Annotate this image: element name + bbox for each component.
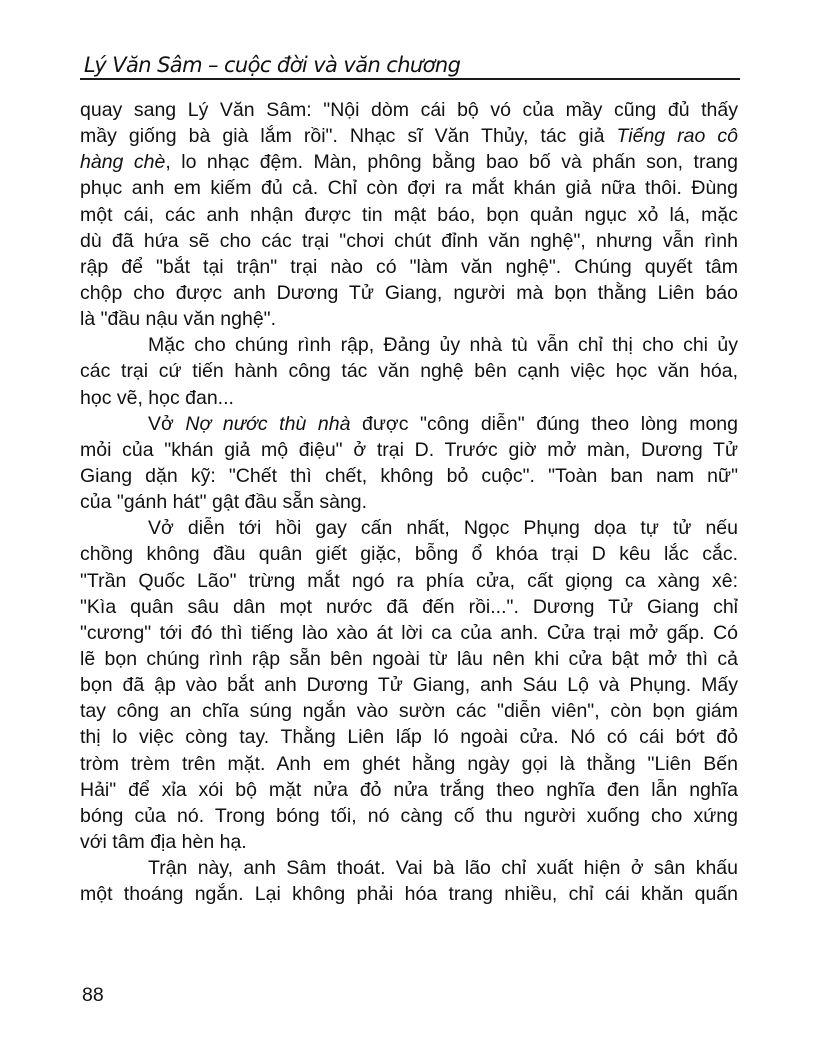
text-line xyxy=(80,228,738,254)
text-segment: bóng của nó. Trong bóng tối, nó càng cố thu người xuống cho xứng xyxy=(80,804,738,827)
text-line xyxy=(80,280,738,306)
text-line xyxy=(80,123,738,149)
paragraph-first-line xyxy=(80,332,738,358)
text-segment: lẽ bọn chúng rình rập sẵn bên ngoài từ lâu nên khi cửa bật mở thì cả xyxy=(80,647,738,670)
text-line xyxy=(80,358,738,384)
text-line xyxy=(80,646,738,672)
text-segment: rập để "bắt tại trận" trại nào có "làm văn nghệ". Chúng quyết tâm xyxy=(80,255,738,278)
text-segment: dù đã hứa sẽ cho các trại "chơi chút đỉnh văn nghệ", nhưng vẫn rình xyxy=(80,229,738,252)
text-segment: Trận này, anh Sâm thoát. Vai bà lão chỉ xuất hiện ở sân khấu xyxy=(148,857,738,880)
text-segment: Vở diễn tới hồi gay cấn nhất, Ngọc Phụng dọa tự tử nếu xyxy=(148,517,738,540)
page-number: 88 xyxy=(82,984,104,1006)
text-segment: chồng không đầu quân giết giặc, bỗng ổ khóa trại D kêu lắc cắc. xyxy=(80,543,738,566)
text-segment: Mặc cho chúng rình rập, Đảng ủy nhà tù vẫn chỉ thị cho chi ủy xyxy=(148,334,738,357)
italic-title-text: hàng chè xyxy=(80,151,166,174)
text-line xyxy=(80,803,738,829)
text-segment: tay công an chĩa súng ngắn vào sườn các "diễn viên", còn bọn giám xyxy=(80,700,738,723)
text-line xyxy=(80,698,738,724)
body-text xyxy=(80,97,738,907)
text-segment: bọn đã ập vào bắt anh Dương Tử Giang, anh Sáu Lộ và Phụng. Mấy xyxy=(80,674,738,697)
text-line xyxy=(80,881,738,907)
text-segment: một cái, các anh nhận được tin mật báo, bọn quản ngục xỏ lá, mặc xyxy=(80,203,738,226)
running-head-title: Lý Văn Sâm – cuộc đời và văn chương xyxy=(84,53,461,77)
text-segment: Vở xyxy=(148,412,186,435)
text-segment: "cương" tới đó thì tiếng lào xào át lời ca của anh. Cửa trại mở gấp. Có xyxy=(80,621,738,644)
text-line xyxy=(80,202,738,228)
text-segment: của "gánh hát" gật đầu sẵn sàng. xyxy=(80,491,368,514)
text-segment: chộp cho được anh Dương Tử Giang, người mà bọn thằng Liên báo xyxy=(80,281,738,304)
text-line xyxy=(80,751,738,777)
text-line xyxy=(80,175,738,201)
text-segment: phục anh em kiếm đủ cả. Chỉ còn đợi ra mắt khán giả nữa thôi. Đùng xyxy=(80,177,738,200)
text-line xyxy=(80,541,738,567)
text-line xyxy=(80,149,738,175)
text-segment: thị lo việc còng tay. Thằng Liên lấp ló ngoài cửa. Nó có cái bớt đỏ xyxy=(80,726,738,749)
text-segment: một thoáng ngắn. Lại không phải hóa trang nhiều, chỉ cái khăn quấn xyxy=(80,883,738,906)
running-head xyxy=(80,50,740,80)
text-segment: được "công diễn" đúng theo lòng mong xyxy=(350,412,738,435)
text-segment: "Trần Quốc Lão" trừng mắt ngó ra phía cửa, cất giọng ca xàng xê: xyxy=(80,569,738,592)
text-segment: mỏi của "khán giả mộ điệu" ở trại D. Trước giờ mở màn, Dương Tử xyxy=(80,438,738,461)
text-segment: , lo nhạc đệm. Màn, phông bằng bao bố và phấn son, trang xyxy=(165,151,738,174)
paragraph-first-line xyxy=(80,515,738,541)
text-segment: là "đầu nậu văn nghệ". xyxy=(80,308,276,331)
italic-title-text: Tiếng rao cô xyxy=(616,125,738,148)
text-segment: học vẽ, học đan... xyxy=(80,386,234,409)
text-segment: Giang dặn kỹ: "Chết thì chết, không bỏ cuộc". "Toàn ban nam nữ" xyxy=(80,464,738,487)
text-segment: mầy giống bà già lắm rồi". Nhạc sĩ Văn Thủy, tác giả xyxy=(80,125,617,148)
text-line xyxy=(80,829,738,855)
text-line xyxy=(80,254,738,280)
paragraph-first-line xyxy=(80,411,738,437)
paragraph-first-line xyxy=(80,855,738,881)
text-line xyxy=(80,777,738,803)
text-line xyxy=(80,594,738,620)
italic-title-text: Nợ nước thù nhà xyxy=(185,412,351,435)
text-line xyxy=(80,724,738,750)
text-segment: Hải" để xỉa xói bộ mặt nửa đỏ nửa trắng theo nghĩa đen lẫn nghĩa xyxy=(80,778,738,801)
text-segment: các trại cứ tiến hành công tác văn nghệ bên cạnh việc học văn hóa, xyxy=(80,360,738,383)
text-line xyxy=(80,306,738,332)
text-line xyxy=(80,620,738,646)
text-line xyxy=(80,672,738,698)
text-line xyxy=(80,489,738,515)
text-segment: quay sang Lý Văn Sâm: "Nội dòm cái bộ vó của mầy cũng đủ thấy xyxy=(80,99,738,121)
text-line xyxy=(80,385,738,411)
text-line xyxy=(80,463,738,489)
text-line xyxy=(80,437,738,463)
text-line xyxy=(80,97,738,123)
text-segment: tròm trèm trên mặt. Anh em ghét hằng ngày gọi là thằng "Liên Bến xyxy=(80,752,738,775)
text-segment: "Kìa quân sâu dân mọt nước đã đến rồi...". Dương Tử Giang chỉ xyxy=(80,595,738,618)
text-segment: với tâm địa hèn hạ. xyxy=(80,830,247,853)
text-line xyxy=(80,568,738,594)
